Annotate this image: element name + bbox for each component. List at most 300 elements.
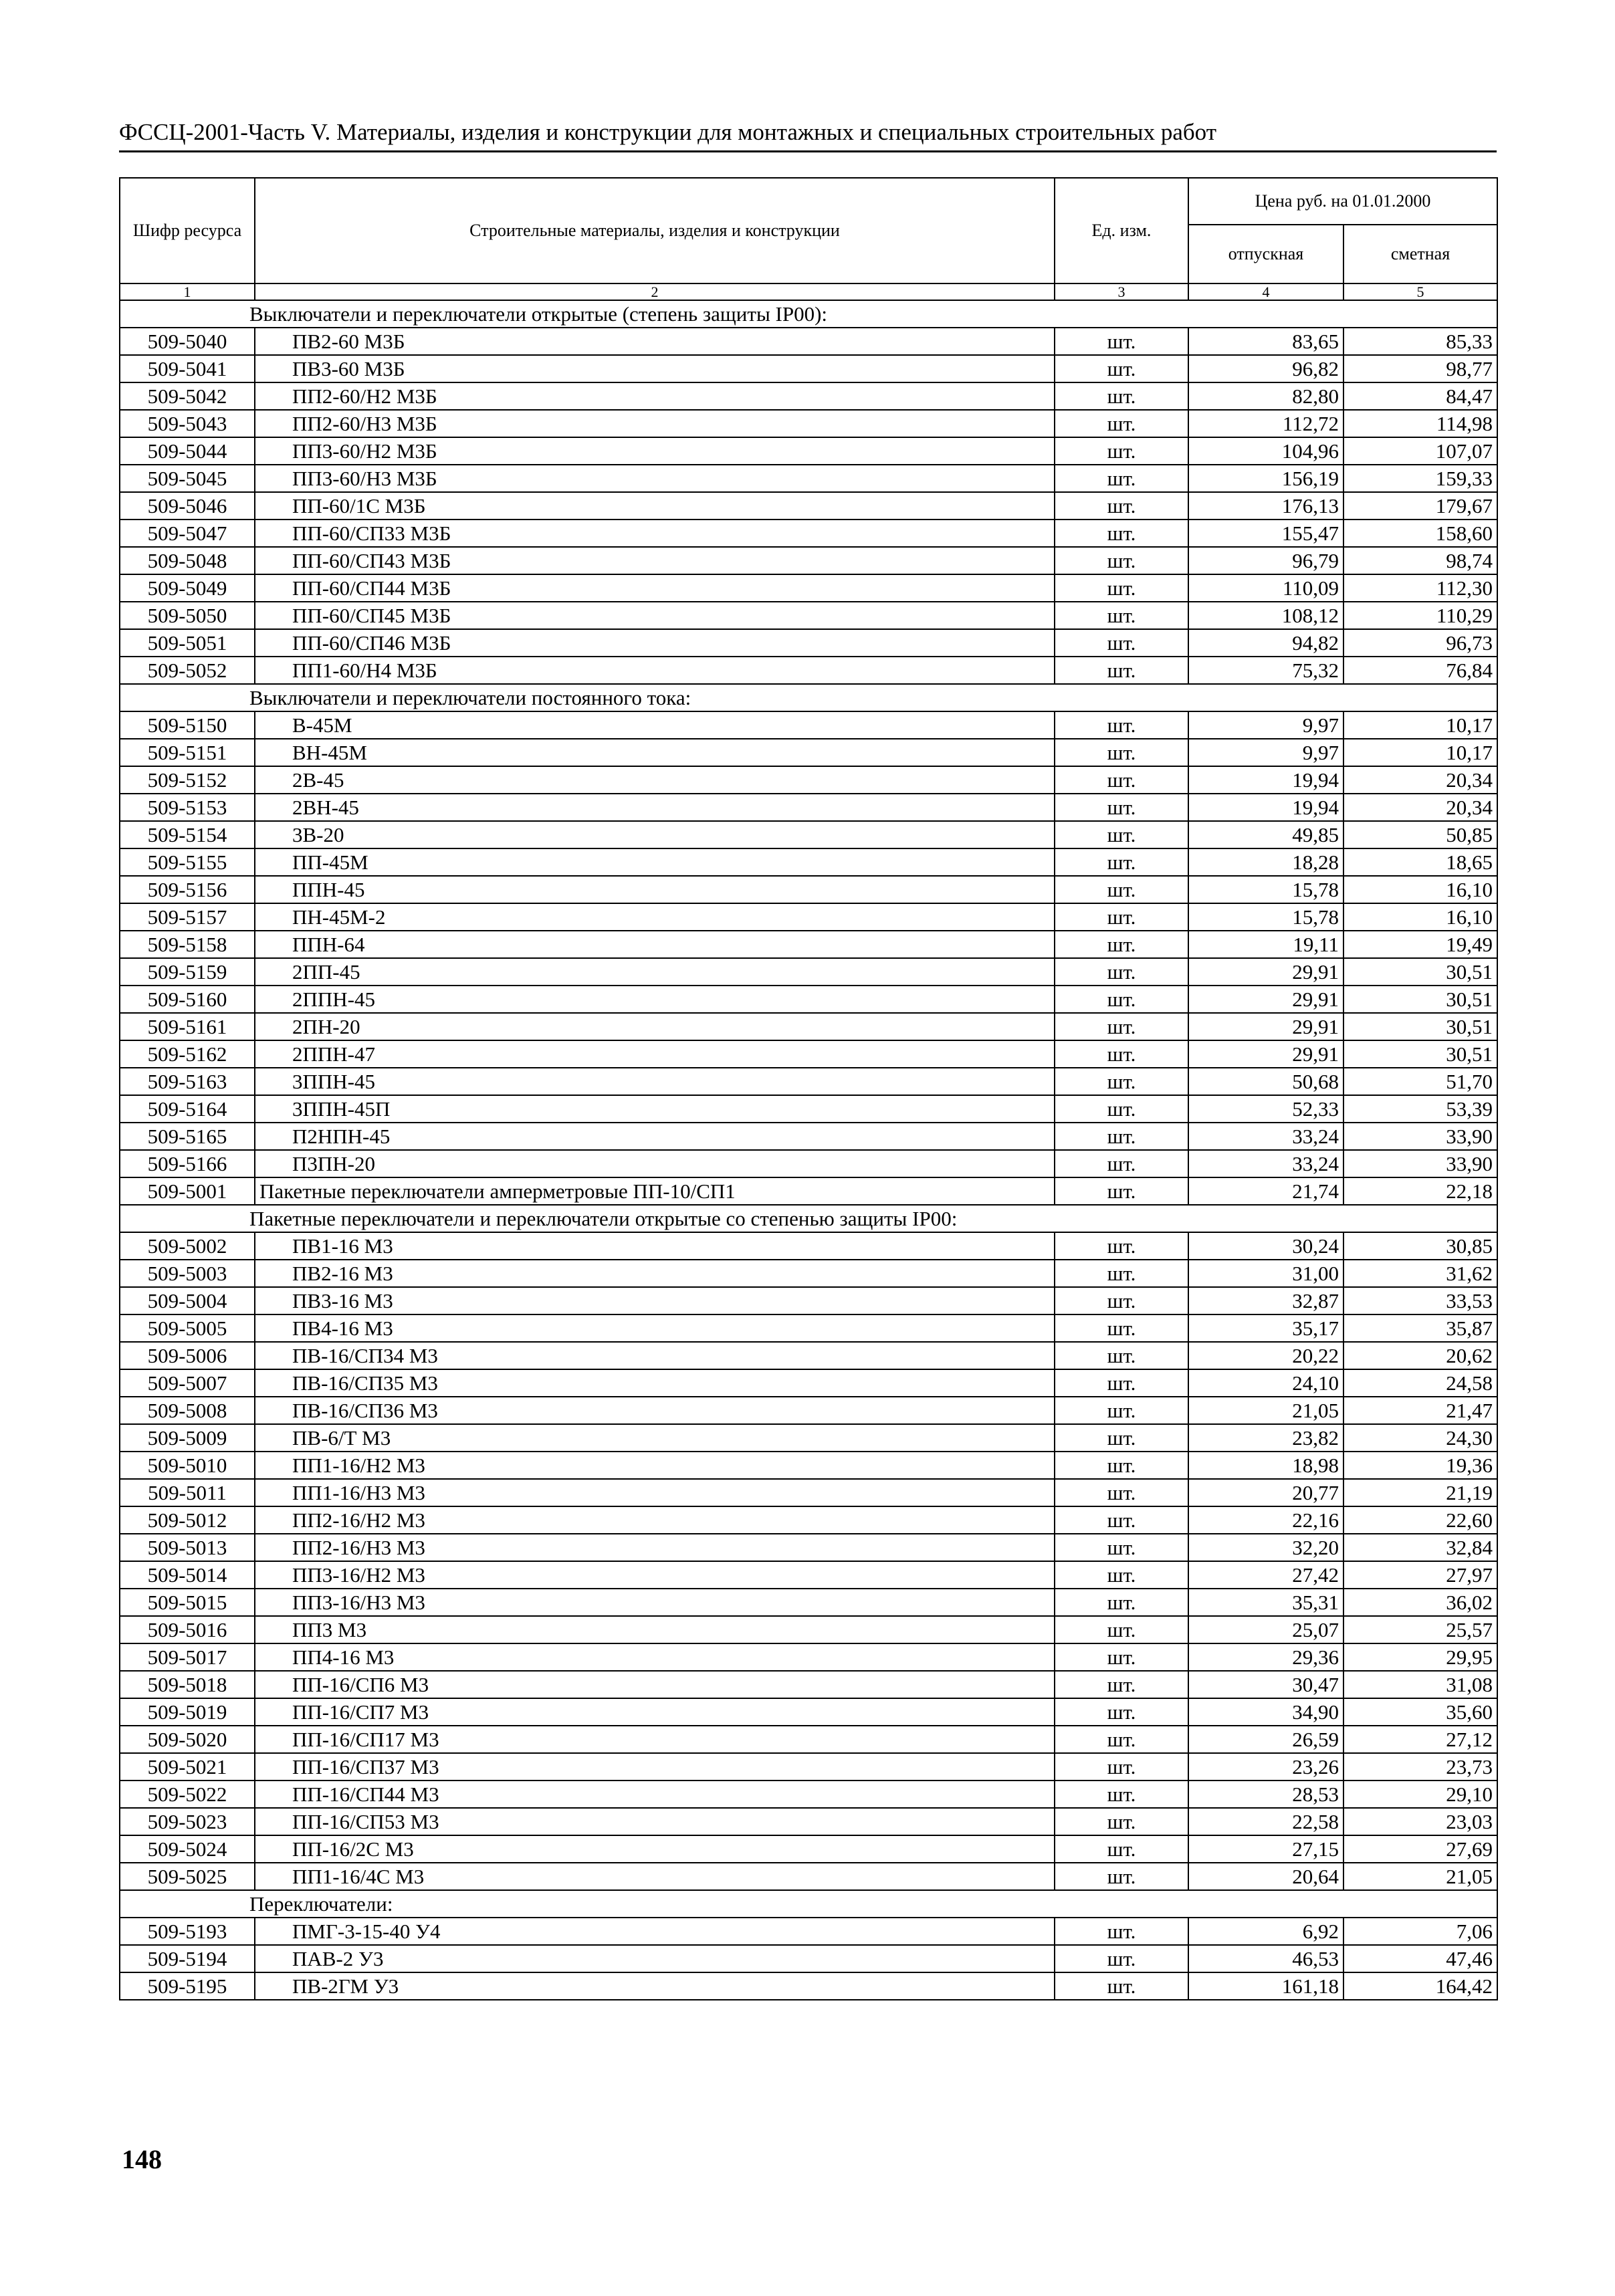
unit: шт. — [1055, 958, 1188, 986]
table-row — [120, 1643, 1497, 1671]
item-name: ПП-16/СП7 М3 — [255, 1698, 1055, 1726]
unit: шт. — [1055, 1945, 1188, 1972]
estimate-price: 179,67 — [1343, 492, 1497, 520]
item-name: ПП-16/СП53 М3 — [255, 1808, 1055, 1835]
section-row — [120, 1890, 1497, 1918]
item-name: ПП-16/СП37 М3 — [255, 1753, 1055, 1781]
unit: шт. — [1055, 328, 1188, 355]
release-price: 18,98 — [1188, 1452, 1343, 1479]
resource-code: 509-5005 — [120, 1314, 255, 1342]
item-name: ПВ4-16 М3 — [255, 1314, 1055, 1342]
resource-code: 509-5002 — [120, 1232, 255, 1260]
estimate-price: 98,74 — [1343, 547, 1497, 574]
estimate-price: 33,90 — [1343, 1123, 1497, 1150]
unit: шт. — [1055, 1835, 1188, 1863]
release-price: 30,47 — [1188, 1671, 1343, 1698]
unit: шт. — [1055, 355, 1188, 382]
item-name: ПВ-16/СП35 М3 — [255, 1369, 1055, 1397]
unit: шт. — [1055, 1918, 1188, 1945]
unit: шт. — [1055, 382, 1188, 410]
resource-code: 509-5151 — [120, 739, 255, 766]
resource-code: 509-5046 — [120, 492, 255, 520]
resource-code: 509-5009 — [120, 1424, 255, 1452]
item-name: ПП-16/СП17 М3 — [255, 1726, 1055, 1753]
estimate-price: 159,33 — [1343, 465, 1497, 492]
table-row — [120, 1095, 1497, 1123]
item-name: П3ПН-20 — [255, 1150, 1055, 1177]
resource-code: 509-5042 — [120, 382, 255, 410]
item-name: ПВ-6/Т М3 — [255, 1424, 1055, 1452]
item-name: ППН-64 — [255, 931, 1055, 958]
section-heading: Переключатели: — [120, 1890, 1497, 1918]
estimate-price: 50,85 — [1343, 821, 1497, 848]
item-name: 2В-45 — [255, 766, 1055, 794]
release-price: 9,97 — [1188, 711, 1343, 739]
resource-code: 509-5049 — [120, 574, 255, 602]
unit: шт. — [1055, 903, 1188, 931]
table-row — [120, 1835, 1497, 1863]
estimate-price: 21,47 — [1343, 1397, 1497, 1424]
table-row — [120, 1287, 1497, 1314]
estimate-price: 110,29 — [1343, 602, 1497, 629]
resource-code: 509-5052 — [120, 657, 255, 684]
item-name: ПП-60/1С М3Б — [255, 492, 1055, 520]
resource-code: 509-5044 — [120, 437, 255, 465]
unit: шт. — [1055, 437, 1188, 465]
estimate-price: 19,49 — [1343, 931, 1497, 958]
item-name: 2ПП-45 — [255, 958, 1055, 986]
table-row — [120, 1232, 1497, 1260]
estimate-price: 35,87 — [1343, 1314, 1497, 1342]
resource-code: 509-5001 — [120, 1177, 255, 1205]
unit: шт. — [1055, 1314, 1188, 1342]
item-name: ПП3-16/Н2 М3 — [255, 1561, 1055, 1589]
unit: шт. — [1055, 602, 1188, 629]
table-row — [120, 1561, 1497, 1589]
estimate-price: 98,77 — [1343, 355, 1497, 382]
item-name: ПВ2-60 М3Б — [255, 328, 1055, 355]
resource-code: 509-5043 — [120, 410, 255, 437]
resource-code: 509-5153 — [120, 794, 255, 821]
resource-code: 509-5004 — [120, 1287, 255, 1314]
unit: шт. — [1055, 1150, 1188, 1177]
resource-code: 509-5194 — [120, 1945, 255, 1972]
release-price: 32,20 — [1188, 1534, 1343, 1561]
item-name: ПП-60/СП43 М3Б — [255, 547, 1055, 574]
estimate-price: 22,18 — [1343, 1177, 1497, 1205]
estimate-price: 30,51 — [1343, 986, 1497, 1013]
resource-code: 509-5011 — [120, 1479, 255, 1506]
resource-code: 509-5045 — [120, 465, 255, 492]
estimate-price: 96,73 — [1343, 629, 1497, 657]
page-number: 148 — [122, 2144, 162, 2174]
resource-code: 509-5166 — [120, 1150, 255, 1177]
item-name: П2НПН-45 — [255, 1123, 1055, 1150]
table-row — [120, 437, 1497, 465]
estimate-price: 36,02 — [1343, 1589, 1497, 1616]
release-price: 94,82 — [1188, 629, 1343, 657]
resource-code: 509-5164 — [120, 1095, 255, 1123]
resource-code: 509-5017 — [120, 1643, 255, 1671]
release-price: 49,85 — [1188, 821, 1343, 848]
table-row — [120, 1972, 1497, 2000]
estimate-price: 30,51 — [1343, 1013, 1497, 1040]
unit: шт. — [1055, 1260, 1188, 1287]
estimate-price: 18,65 — [1343, 848, 1497, 876]
price-table — [119, 177, 1498, 2000]
resource-code: 509-5041 — [120, 355, 255, 382]
col-number: 3 — [1055, 283, 1188, 300]
release-price: 32,87 — [1188, 1287, 1343, 1314]
release-price: 155,47 — [1188, 520, 1343, 547]
unit: шт. — [1055, 547, 1188, 574]
table-row — [120, 1123, 1497, 1150]
table-row — [120, 1040, 1497, 1068]
unit: шт. — [1055, 520, 1188, 547]
estimate-price: 27,69 — [1343, 1835, 1497, 1863]
release-price: 29,36 — [1188, 1643, 1343, 1671]
unit: шт. — [1055, 1506, 1188, 1534]
item-name: ППН-45 — [255, 876, 1055, 903]
unit: шт. — [1055, 1397, 1188, 1424]
resource-code: 509-5050 — [120, 602, 255, 629]
header-estimate-price: сметная — [1343, 225, 1497, 283]
unit: шт. — [1055, 1534, 1188, 1561]
estimate-price: 21,19 — [1343, 1479, 1497, 1506]
estimate-price: 10,17 — [1343, 711, 1497, 739]
col-number: 2 — [255, 283, 1055, 300]
resource-code: 509-5015 — [120, 1589, 255, 1616]
unit: шт. — [1055, 794, 1188, 821]
table-row — [120, 1671, 1497, 1698]
estimate-price: 32,84 — [1343, 1534, 1497, 1561]
release-price: 34,90 — [1188, 1698, 1343, 1726]
estimate-price: 31,08 — [1343, 1671, 1497, 1698]
unit: шт. — [1055, 574, 1188, 602]
estimate-price: 30,85 — [1343, 1232, 1497, 1260]
table-row — [120, 1534, 1497, 1561]
resource-code: 509-5008 — [120, 1397, 255, 1424]
item-name: ПВ1-16 М3 — [255, 1232, 1055, 1260]
item-name: ПВ-16/СП34 М3 — [255, 1342, 1055, 1369]
header-price-group: Цена руб. на 01.01.2000 — [1188, 178, 1497, 225]
header-name: Строительные материалы, изделия и конструкции — [255, 178, 1055, 283]
table-row — [120, 1781, 1497, 1808]
header-release-price: отпускная — [1188, 225, 1343, 283]
estimate-price: 47,46 — [1343, 1945, 1497, 1972]
unit: шт. — [1055, 410, 1188, 437]
resource-code: 509-5158 — [120, 931, 255, 958]
item-name: ПАВ-2 У3 — [255, 1945, 1055, 1972]
section-row — [120, 1205, 1497, 1232]
estimate-price: 24,30 — [1343, 1424, 1497, 1452]
resource-code: 509-5012 — [120, 1506, 255, 1534]
estimate-price: 29,10 — [1343, 1781, 1497, 1808]
unit: шт. — [1055, 931, 1188, 958]
section-heading: Выключатели и переключатели постоянного тока: — [120, 684, 1497, 711]
item-name: 3ППН-45 — [255, 1068, 1055, 1095]
release-price: 29,91 — [1188, 1013, 1343, 1040]
estimate-price: 30,51 — [1343, 1040, 1497, 1068]
table-row — [120, 848, 1497, 876]
table-row — [120, 629, 1497, 657]
release-price: 108,12 — [1188, 602, 1343, 629]
release-price: 23,26 — [1188, 1753, 1343, 1781]
table-row — [120, 492, 1497, 520]
release-price: 29,91 — [1188, 986, 1343, 1013]
release-price: 21,05 — [1188, 1397, 1343, 1424]
item-name: ПП2-16/Н2 М3 — [255, 1506, 1055, 1534]
release-price: 31,00 — [1188, 1260, 1343, 1287]
table-row — [120, 739, 1497, 766]
release-price: 110,09 — [1188, 574, 1343, 602]
item-name: 2ППН-45 — [255, 986, 1055, 1013]
table-row — [120, 903, 1497, 931]
release-price: 18,28 — [1188, 848, 1343, 876]
estimate-price: 164,42 — [1343, 1972, 1497, 2000]
release-price: 33,24 — [1188, 1150, 1343, 1177]
unit: шт. — [1055, 1123, 1188, 1150]
unit: шт. — [1055, 1643, 1188, 1671]
release-price: 96,82 — [1188, 355, 1343, 382]
unit: шт. — [1055, 821, 1188, 848]
table-row — [120, 520, 1497, 547]
release-price: 33,24 — [1188, 1123, 1343, 1150]
release-price: 176,13 — [1188, 492, 1343, 520]
release-price: 20,22 — [1188, 1342, 1343, 1369]
release-price: 27,15 — [1188, 1835, 1343, 1863]
section-row — [120, 300, 1497, 328]
release-price: 29,91 — [1188, 1040, 1343, 1068]
release-price: 75,32 — [1188, 657, 1343, 684]
table-row — [120, 1726, 1497, 1753]
table-row — [120, 410, 1497, 437]
release-price: 19,11 — [1188, 931, 1343, 958]
item-name: 2ПН-20 — [255, 1013, 1055, 1040]
table-row — [120, 1506, 1497, 1534]
estimate-price: 22,60 — [1343, 1506, 1497, 1534]
estimate-price: 85,33 — [1343, 328, 1497, 355]
estimate-price: 33,53 — [1343, 1287, 1497, 1314]
estimate-price: 23,73 — [1343, 1753, 1497, 1781]
resource-code: 509-5013 — [120, 1534, 255, 1561]
table-row — [120, 1150, 1497, 1177]
resource-code: 509-5019 — [120, 1698, 255, 1726]
item-name: ПП3-16/Н3 М3 — [255, 1589, 1055, 1616]
table-row — [120, 1945, 1497, 1972]
estimate-price: 20,34 — [1343, 766, 1497, 794]
unit: шт. — [1055, 492, 1188, 520]
item-name: ПП1-16/Н2 М3 — [255, 1452, 1055, 1479]
unit: шт. — [1055, 1452, 1188, 1479]
unit: шт. — [1055, 1863, 1188, 1890]
item-name: 3В-20 — [255, 821, 1055, 848]
unit: шт. — [1055, 465, 1188, 492]
item-name: ПП4-16 М3 — [255, 1643, 1055, 1671]
release-price: 6,92 — [1188, 1918, 1343, 1945]
release-price: 35,17 — [1188, 1314, 1343, 1342]
table-row — [120, 931, 1497, 958]
header-rule — [119, 150, 1497, 152]
estimate-price: 51,70 — [1343, 1068, 1497, 1095]
resource-code: 509-5040 — [120, 328, 255, 355]
resource-code: 509-5193 — [120, 1918, 255, 1945]
release-price: 112,72 — [1188, 410, 1343, 437]
unit: шт. — [1055, 1753, 1188, 1781]
resource-code: 509-5195 — [120, 1972, 255, 2000]
release-price: 20,64 — [1188, 1863, 1343, 1890]
item-name: ПМГ-3-15-40 У4 — [255, 1918, 1055, 1945]
item-name: ПВ-16/СП36 М3 — [255, 1397, 1055, 1424]
table-row — [120, 766, 1497, 794]
resource-code: 509-5025 — [120, 1863, 255, 1890]
unit: шт. — [1055, 986, 1188, 1013]
release-price: 22,16 — [1188, 1506, 1343, 1534]
release-price: 46,53 — [1188, 1945, 1343, 1972]
table-row — [120, 1177, 1497, 1205]
item-name: ПП-16/2С М3 — [255, 1835, 1055, 1863]
unit: шт. — [1055, 1479, 1188, 1506]
resource-code: 509-5154 — [120, 821, 255, 848]
item-name: ВН-45М — [255, 739, 1055, 766]
item-name: ПП-45М — [255, 848, 1055, 876]
item-name: ПП-60/СП44 М3Б — [255, 574, 1055, 602]
table-row — [120, 355, 1497, 382]
resource-code: 509-5024 — [120, 1835, 255, 1863]
unit: шт. — [1055, 1972, 1188, 2000]
item-name: ПП2-16/Н3 М3 — [255, 1534, 1055, 1561]
section-row — [120, 684, 1497, 711]
item-name: ПП-16/СП6 М3 — [255, 1671, 1055, 1698]
unit: шт. — [1055, 1369, 1188, 1397]
resource-code: 509-5048 — [120, 547, 255, 574]
table-row — [120, 1068, 1497, 1095]
table-row — [120, 602, 1497, 629]
item-name: ПП1-16/4С М3 — [255, 1863, 1055, 1890]
table-row — [120, 382, 1497, 410]
resource-code: 509-5047 — [120, 520, 255, 547]
resource-code: 509-5161 — [120, 1013, 255, 1040]
estimate-price: 21,05 — [1343, 1863, 1497, 1890]
table-row — [120, 465, 1497, 492]
item-name: В-45М — [255, 711, 1055, 739]
item-name: 3ППН-45П — [255, 1095, 1055, 1123]
release-price: 156,19 — [1188, 465, 1343, 492]
estimate-price: 24,58 — [1343, 1369, 1497, 1397]
item-name: ПП2-60/Н2 М3Б — [255, 382, 1055, 410]
unit: шт. — [1055, 766, 1188, 794]
release-price: 27,42 — [1188, 1561, 1343, 1589]
unit: шт. — [1055, 1040, 1188, 1068]
item-name: ПВ3-60 М3Б — [255, 355, 1055, 382]
item-name: 2ВН-45 — [255, 794, 1055, 821]
estimate-price: 114,98 — [1343, 410, 1497, 437]
unit: шт. — [1055, 1698, 1188, 1726]
resource-code: 509-5007 — [120, 1369, 255, 1397]
release-price: 104,96 — [1188, 437, 1343, 465]
release-price: 26,59 — [1188, 1726, 1343, 1753]
release-price: 24,10 — [1188, 1369, 1343, 1397]
header-code: Шифр ресурса — [120, 178, 255, 283]
col-number: 4 — [1188, 283, 1343, 300]
table-row — [120, 547, 1497, 574]
unit: шт. — [1055, 1616, 1188, 1643]
release-price: 82,80 — [1188, 382, 1343, 410]
table-row — [120, 657, 1497, 684]
estimate-price: 31,62 — [1343, 1260, 1497, 1287]
resource-code: 509-5160 — [120, 986, 255, 1013]
release-price: 9,97 — [1188, 739, 1343, 766]
item-name: ПН-45М-2 — [255, 903, 1055, 931]
table-row — [120, 1479, 1497, 1506]
section-heading: Пакетные переключатели и переключатели открытые со степенью защиты IP00: — [120, 1205, 1497, 1232]
running-header: ФССЦ-2001-Часть V. Материалы, изделия и конструкции для монтажных и специальных строительных работ — [119, 119, 1217, 145]
estimate-price: 112,30 — [1343, 574, 1497, 602]
unit: шт. — [1055, 848, 1188, 876]
estimate-price: 84,47 — [1343, 382, 1497, 410]
table-row — [120, 1369, 1497, 1397]
unit: шт. — [1055, 1232, 1188, 1260]
item-name: ПП3 М3 — [255, 1616, 1055, 1643]
unit: шт. — [1055, 711, 1188, 739]
release-price: 19,94 — [1188, 766, 1343, 794]
unit: шт. — [1055, 1287, 1188, 1314]
table-row — [120, 1863, 1497, 1890]
item-name: ПП2-60/Н3 М3Б — [255, 410, 1055, 437]
resource-code: 509-5023 — [120, 1808, 255, 1835]
resource-code: 509-5022 — [120, 1781, 255, 1808]
table-row — [120, 1013, 1497, 1040]
unit: шт. — [1055, 1781, 1188, 1808]
col-number: 1 — [120, 283, 255, 300]
release-price: 25,07 — [1188, 1616, 1343, 1643]
estimate-price: 10,17 — [1343, 739, 1497, 766]
table-row — [120, 574, 1497, 602]
section-heading: Выключатели и переключатели открытые (степень защиты IP00): — [120, 300, 1497, 328]
col-number: 5 — [1343, 283, 1497, 300]
unit: шт. — [1055, 1177, 1188, 1205]
resource-code: 509-5010 — [120, 1452, 255, 1479]
table-row — [120, 1698, 1497, 1726]
release-price: 161,18 — [1188, 1972, 1343, 2000]
unit: шт. — [1055, 1589, 1188, 1616]
release-price: 19,94 — [1188, 794, 1343, 821]
release-price: 29,91 — [1188, 958, 1343, 986]
release-price: 52,33 — [1188, 1095, 1343, 1123]
release-price: 15,78 — [1188, 876, 1343, 903]
release-price: 96,79 — [1188, 547, 1343, 574]
table-row — [120, 1260, 1497, 1287]
unit: шт. — [1055, 1671, 1188, 1698]
release-price: 83,65 — [1188, 328, 1343, 355]
resource-code: 509-5152 — [120, 766, 255, 794]
table-row — [120, 328, 1497, 355]
item-name: ПП-60/СП45 М3Б — [255, 602, 1055, 629]
table-row — [120, 1616, 1497, 1643]
table-row — [120, 1452, 1497, 1479]
table-row — [120, 1314, 1497, 1342]
estimate-price: 35,60 — [1343, 1698, 1497, 1726]
estimate-price: 25,57 — [1343, 1616, 1497, 1643]
unit: шт. — [1055, 739, 1188, 766]
estimate-price: 33,90 — [1343, 1150, 1497, 1177]
release-price: 21,74 — [1188, 1177, 1343, 1205]
release-price: 23,82 — [1188, 1424, 1343, 1452]
table-body — [120, 300, 1497, 2000]
resource-code: 509-5157 — [120, 903, 255, 931]
estimate-price: 27,97 — [1343, 1561, 1497, 1589]
table-row — [120, 1397, 1497, 1424]
